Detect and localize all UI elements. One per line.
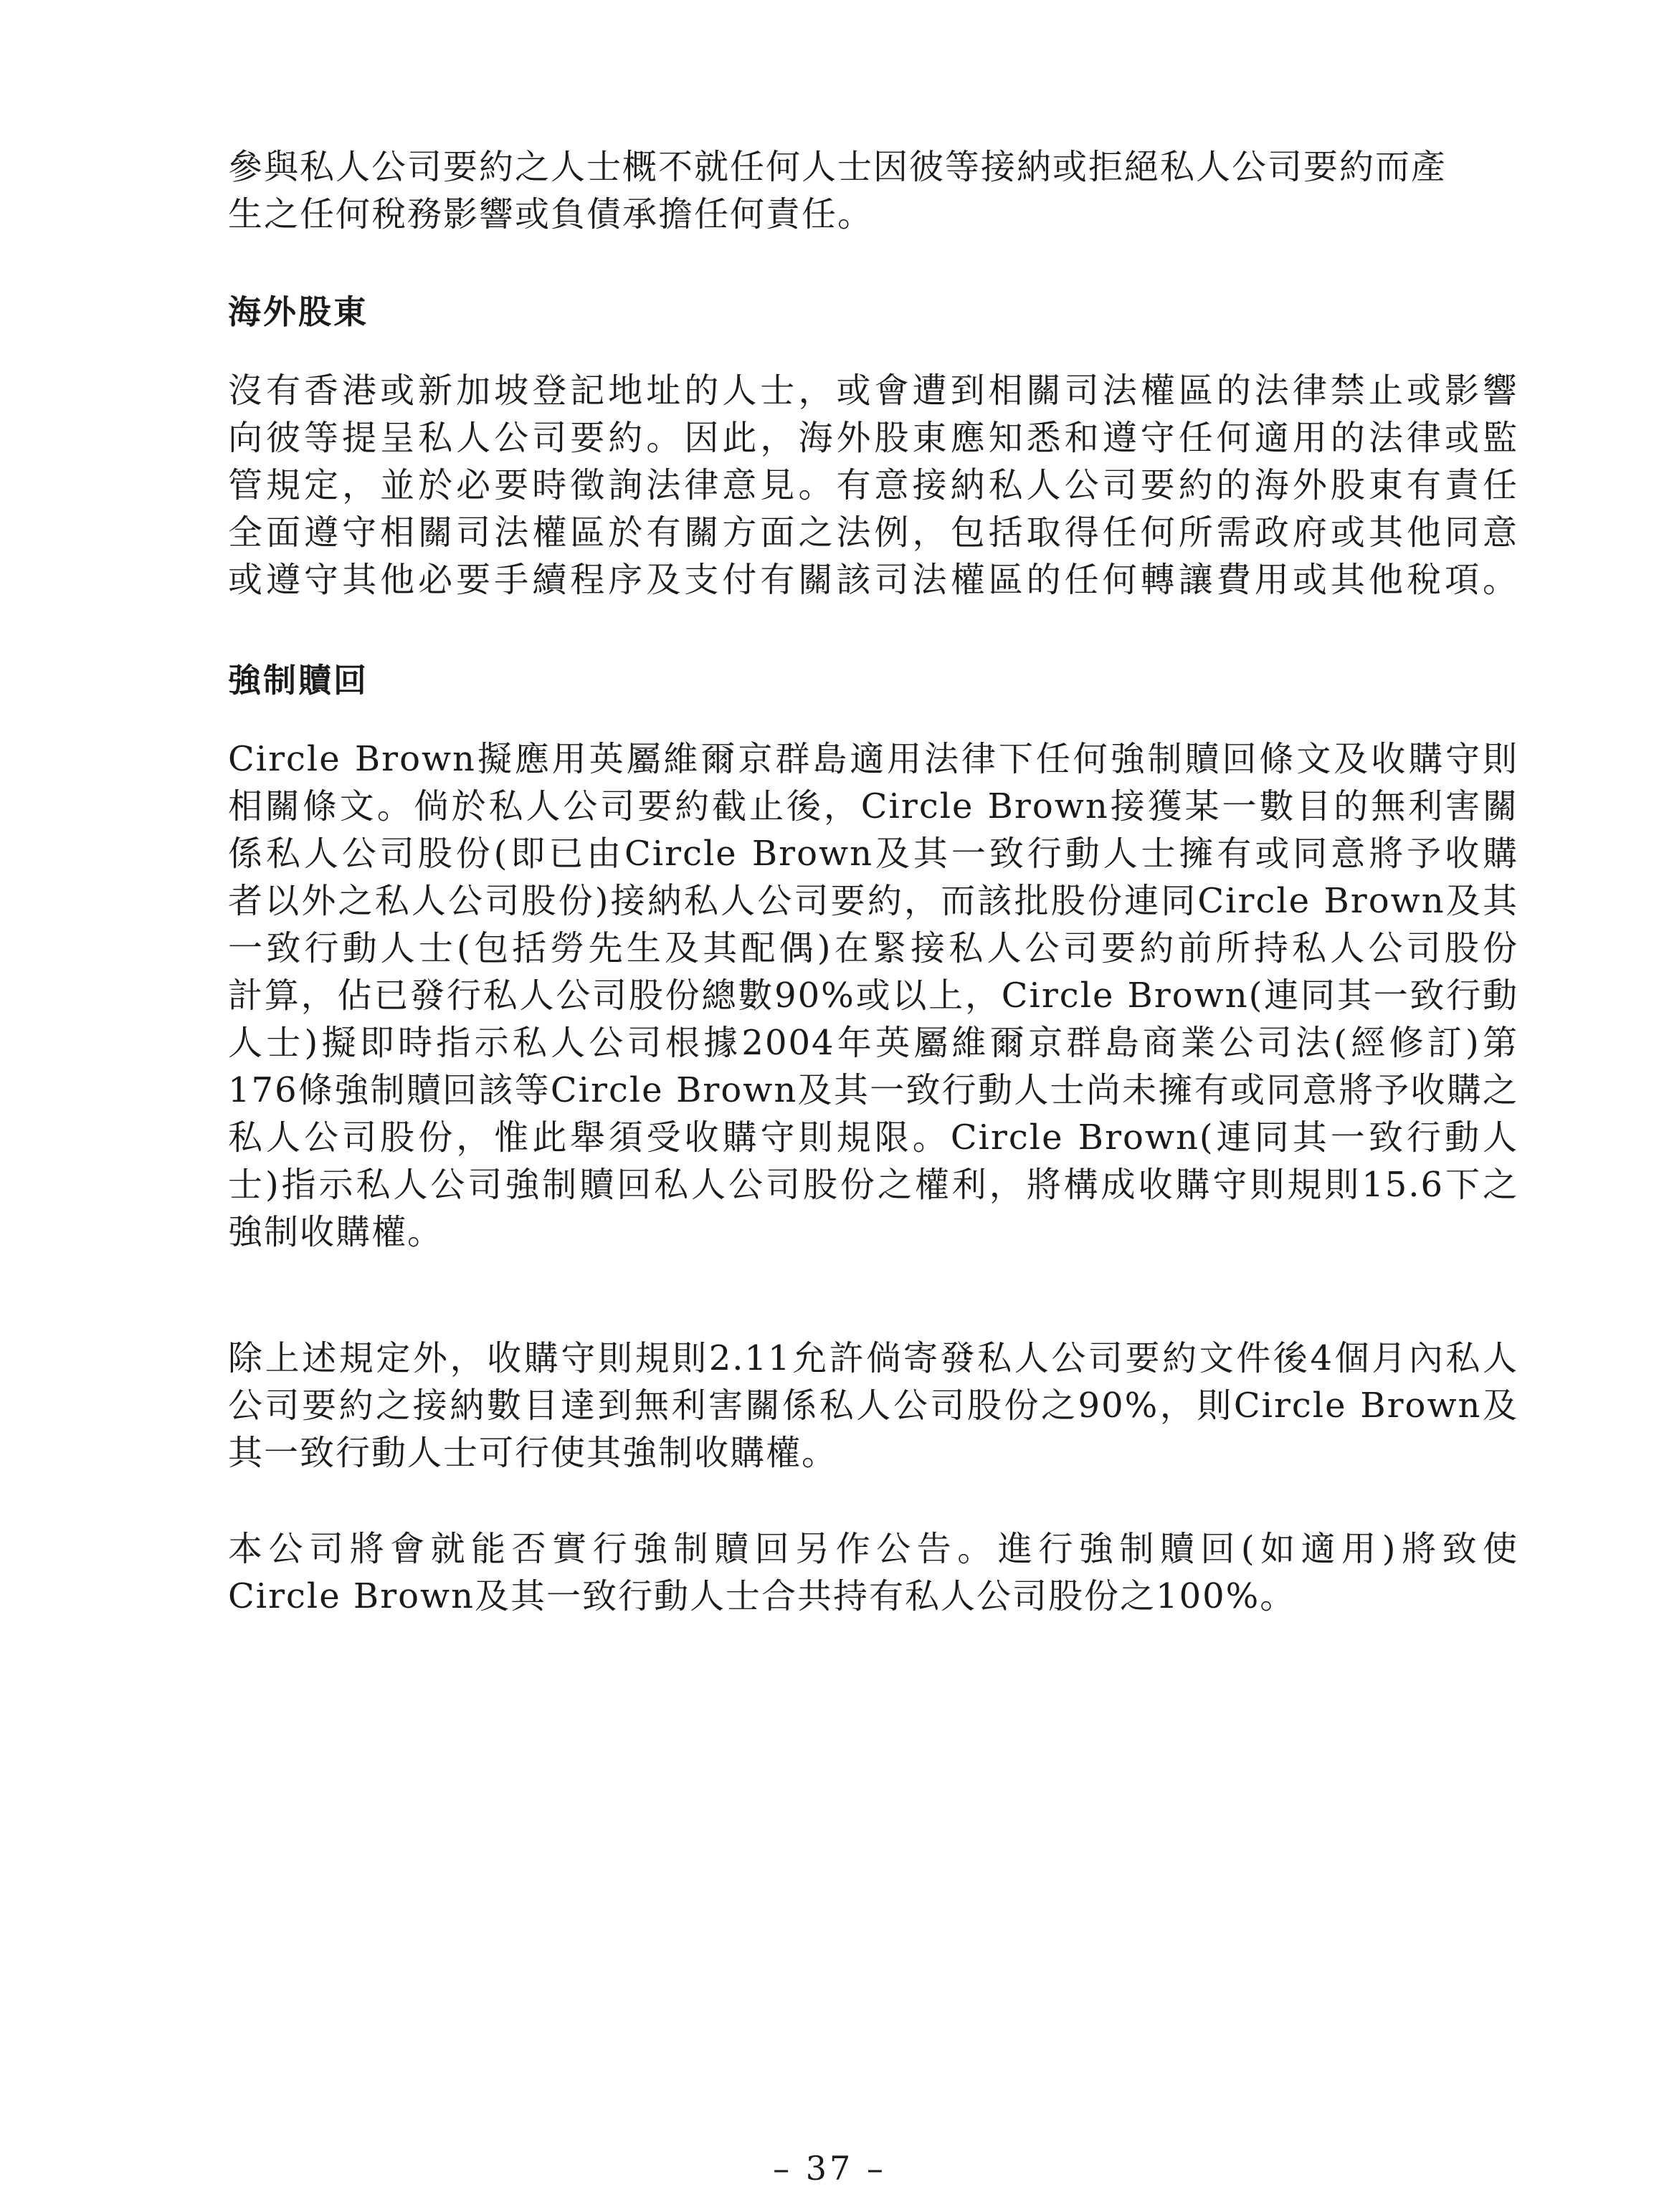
text-line: 公司要約之接納數目達到無利害關係私人公司股份之90%，則Circle Brown及 — [228, 1386, 1518, 1426]
text-line: 生之任何稅務影響或負債承擔任何責任。 — [228, 194, 874, 234]
page-number: – 37 – — [773, 2149, 886, 2188]
text-line: 相關條文。倘於私人公司要約截止後，Circle Brown接獲某一數目的無利害關 — [228, 786, 1518, 826]
text-line: Circle Brown及其一致行動人士合共持有私人公司股份之100%。 — [228, 1576, 1296, 1616]
text-line: 或遵守其他必要手續程序及支付有關該司法權區的任何轉讓費用或其他稅項。 — [228, 560, 1518, 600]
heading-compulsory-redemption: 強制贖回 — [228, 661, 369, 700]
text-line: 一致行動人士(包括勞先生及其配偶)在緊接私人公司要約前所持私人公司股份 — [228, 928, 1518, 968]
text-line: 除上述規定外，收購守則規則2.11允許倘寄發私人公司要約文件後4個月內私人 — [228, 1338, 1518, 1378]
text-line: 向彼等提呈私人公司要約。因此，海外股東應知悉和遵守任何適用的法律或監 — [228, 418, 1518, 458]
paragraph-tax-liability — [228, 143, 1447, 238]
text-line: 沒有香港或新加坡登記地址的人士，或會遭到相關司法權區的法律禁止或影響 — [228, 371, 1518, 411]
text-line: 全面遵守相關司法權區於有關方面之法例，包括取得任何所需政府或其他同意 — [228, 513, 1518, 553]
paragraph-announcement — [228, 1525, 1518, 1620]
paragraph-takeovers-code-rule — [228, 1335, 1518, 1477]
text-line: 管規定，並於必要時徵詢法律意見。有意接納私人公司要約的海外股東有責任 — [228, 465, 1518, 505]
text-line: 計算，佔已發行私人公司股份總數90%或以上，Circle Brown(連同其一致行動 — [228, 976, 1518, 1016]
text-line: 強制收購權。 — [228, 1212, 444, 1252]
text-line: Circle Brown擬應用英屬維爾京群島適用法律下任何強制贖回條文及收購守則 — [228, 739, 1518, 779]
text-line: 私人公司股份，惟此舉須受收購守則規限。Circle Brown(連同其一致行動人 — [228, 1117, 1518, 1158]
text-line: 176條強制贖回該等Circle Brown及其一致行動人士尚未擁有或同意將予收購之 — [228, 1070, 1518, 1110]
text-line: 本公司將會就能否實行強制贖回另作公告。進行強制贖回(如適用)將致使 — [228, 1529, 1518, 1569]
text-line: 其一致行動人士可行使其強制收購權。 — [228, 1433, 838, 1473]
text-line: 參與私人公司要約之人士概不就任何人士因彼等接納或拒絕私人公司要約而產 — [228, 147, 1448, 187]
text-line: 者以外之私人公司股份)接納私人公司要約，而該批股份連同Circle Brown及其 — [228, 881, 1518, 921]
heading-overseas-shareholders: 海外股東 — [228, 292, 369, 331]
text-line: 人士)擬即時指示私人公司根據2004年英屬維爾京群島商業公司法(經修訂)第 — [228, 1023, 1518, 1063]
text-line: 係私人公司股份(即已由Circle Brown及其一致行動人士擁有或同意將予收購 — [228, 834, 1518, 874]
text-line: 士)指示私人公司強制贖回私人公司股份之權利，將構成收購守則規則15.6下之 — [228, 1165, 1518, 1205]
paragraph-compulsory-redemption — [228, 735, 1518, 1256]
paragraph-overseas-shareholders — [228, 367, 1518, 604]
